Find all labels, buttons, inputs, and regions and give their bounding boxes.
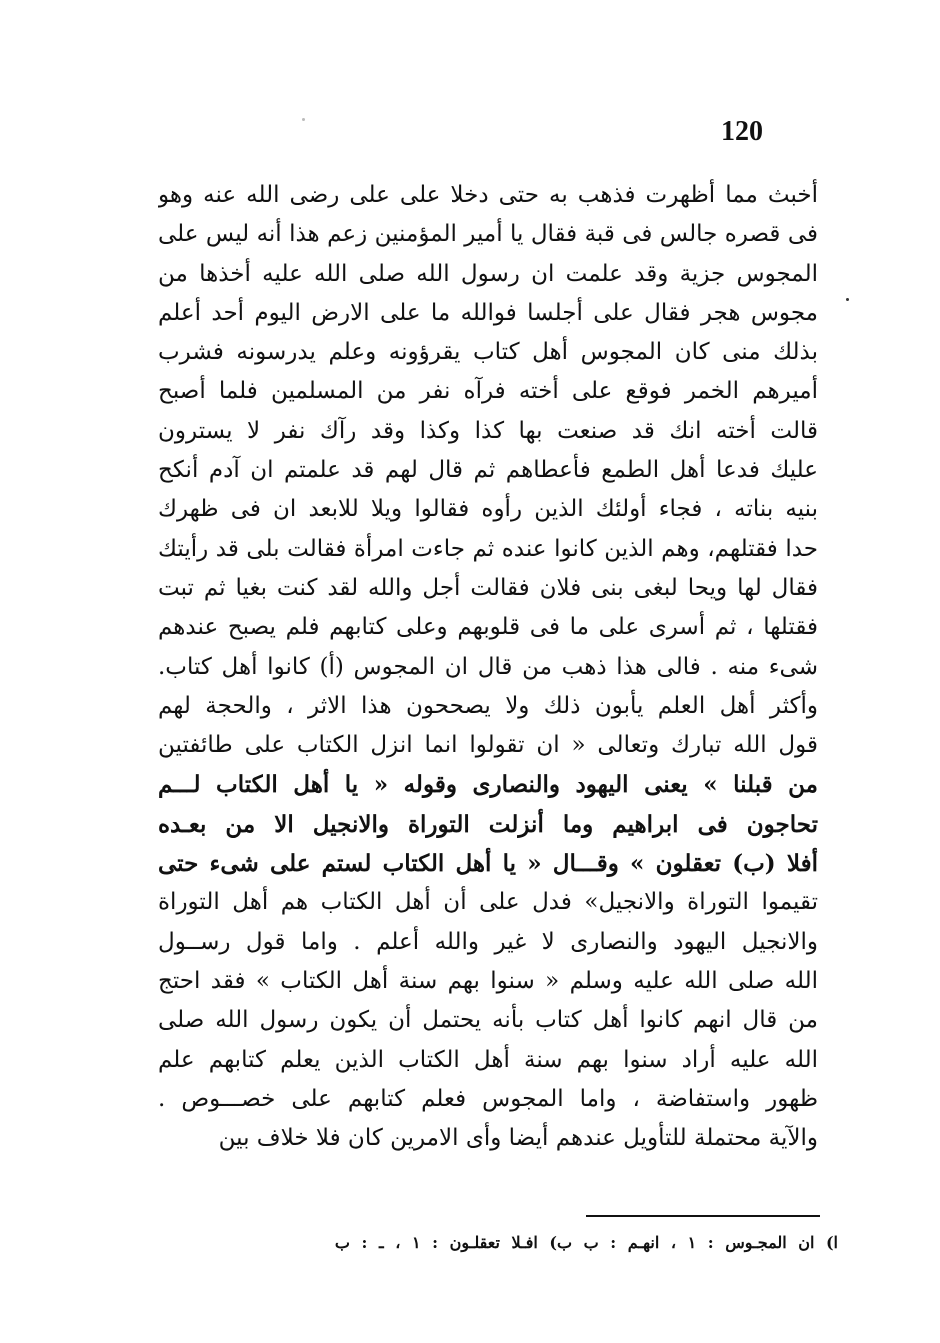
text-line: تحاجون فى ابراهيم وما أنزلت التوراة والانجيل الا من بعـده (158, 810, 818, 838)
text-line: أخبث مما أظهرت فذهب به حتى دخلا على على رضى الله عنه وهو (158, 182, 818, 208)
text-line: ظهور واستفاضة ، واما المجوس فعلم كتابهم على خصـــوص . (158, 1085, 818, 1112)
text-line: أميرهم الخمر فوقع على أخته فرآه نفر من المسلمين فلما أصبح (158, 378, 818, 405)
footnote: ا) ان المجـوس : ١ ، انهـم : ب ب) افـلا تعقلـون : ١ ، ـ : ب (334, 1233, 838, 1252)
text-line: بنيه بناته ، فجاء أولئك الذين رأوه فقالوا ويلا للابعد ان فى ظهرك (158, 496, 818, 523)
text-line: عليك فدعا أهل الطمع فأعطاهم ثم قال لهم قد علمتم ان آدم أنكح (158, 457, 818, 484)
text-line: مجوس هجر فقال على أجلسا فوالله ما على الارض اليوم أحد أعلم (158, 299, 818, 326)
text-line: فى قصره جالس فى قبة فقال يا أمير المؤمنين زعم هذا أنه ليس على (158, 221, 818, 248)
text-line: فقال لها ويحا لبغى بنى فلان فقالت أجل والله لقد كنت بغيا ثم تبت (158, 574, 818, 601)
text-line: تقيموا التوراة والانجيل» فدل على أن أهل الكتاب هم أهل التوراة (158, 889, 818, 916)
text-line: والانجيل اليهود والنصارى لا غير والله أعلم . واما قول رســول (158, 928, 818, 955)
footnote-divider (586, 1215, 820, 1217)
body-text (158, 176, 818, 1158)
text-line: من قال انهم كانوا أهل كتاب بأنه يحتمل أن يكون رسول الله صلى (158, 1007, 818, 1034)
page-number: 120 (721, 116, 763, 147)
text-line: الله عليه أراد سنوا بهم سنة أهل الكتاب الذين يعلم كتابهم علم (158, 1046, 818, 1073)
text-line: المجوس جزية وقد علمت ان رسول الله صلى الله عليه أخذها من (158, 260, 818, 287)
text-line: وأكثر أهل العلم يأبون ذلك ولا يصححون هذا الاثر ، والحجة لهم (158, 692, 818, 719)
text-line: شىء منه . فالى هذا ذهب من قال ان المجوس (أ) كانوا أهل كتاب. (158, 653, 818, 680)
text-line: الله صلى الله عليه وسلم « سنوا بهم سنة أهل الكتاب » فقد احتج (158, 967, 818, 994)
scan-speck (846, 298, 849, 301)
text-line: بذلك منى كان المجوس أهل كتاب يقرؤونه وعلم يدرسونه فشرب (158, 339, 818, 366)
text-line: حدا فقتلهم، وهم الذين كانوا عنده ثم جاءت امرأة فقالت بلى قد رأيتك (158, 535, 818, 562)
text-line: فقتلها ، ثم أسرى على ما فى قلوبهم وعلى كتابهم فلم يصبح عندهم (158, 614, 818, 641)
text-line: قالت أخته انك قد صنعت بها كذا وكذا وقد رآك نفر لا يسترون (158, 417, 818, 444)
scan-speck (302, 118, 305, 121)
text-line: قول الله تبارك وتعالى « ان تقولوا انما انزل الكتاب على طائفتين (158, 732, 818, 759)
text-line: من قبلنا » يعنى اليهود والنصارى وقوله « يا أهل الكتاب لـــم (158, 771, 818, 799)
text-line: والآية محتملة للتأويل عندهم أيضا وأى الامرين كان فلا خلاف بين (218, 1125, 818, 1152)
text-line: أفلا (ب) تعقلون » وقـــال « يا أهل الكتاب لستم على شىء حتى (158, 850, 818, 878)
